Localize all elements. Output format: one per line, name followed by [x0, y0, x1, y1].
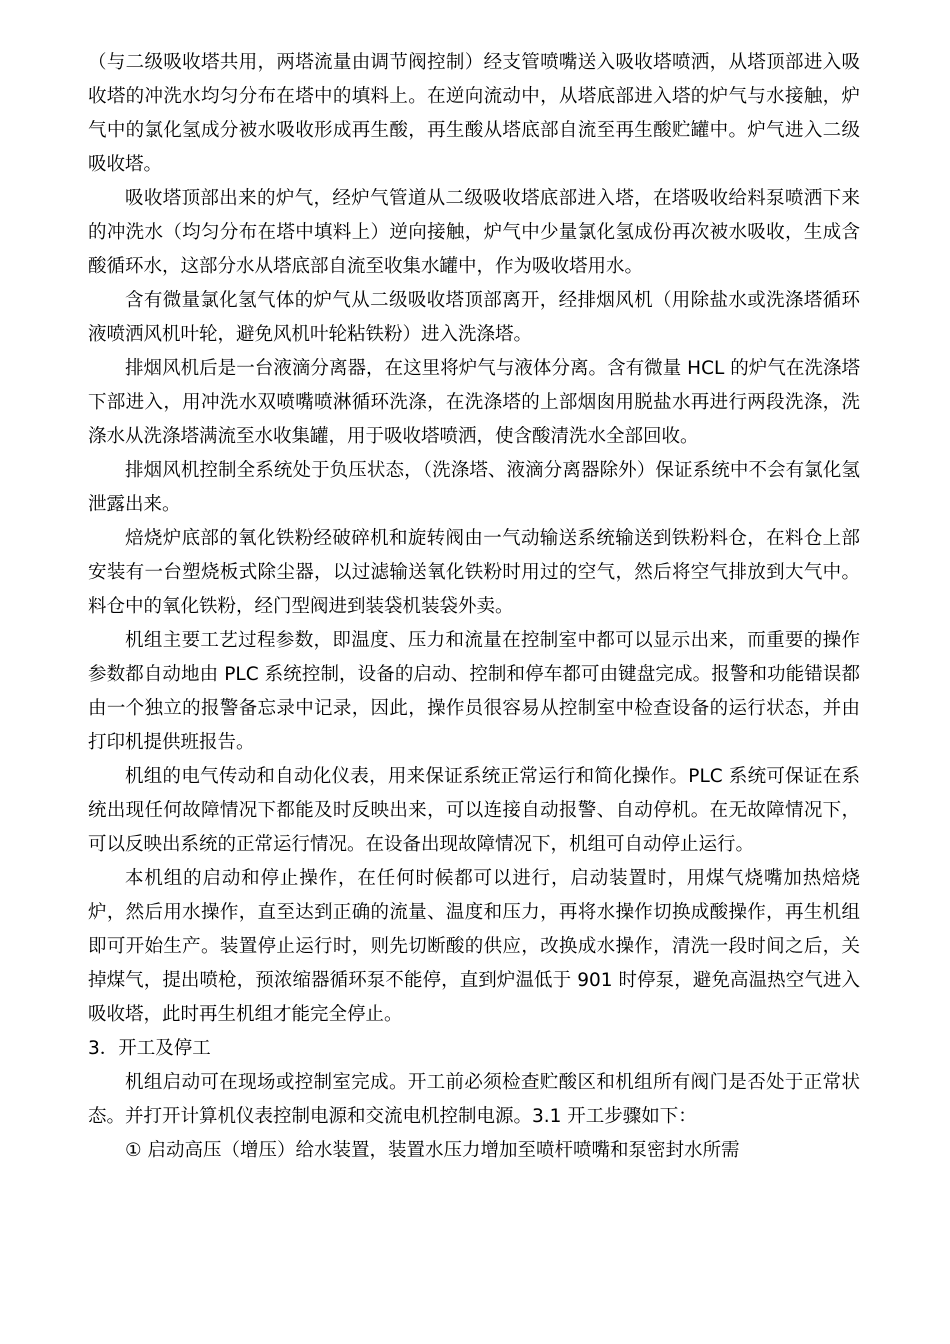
paragraph-droplet-separator: 排烟风机后是一台液滴分离器，在这里将炉气与液体分离。含有微量 HCL 的炉气在洗涤塔下部进入，用冲洗水双喷嘴喷淋循环洗涤，在洗涤塔的上部烟囱用脱盐水再进行两段洗涤，洗涤水从洗涤塔满流至水收集罐，用于吸收塔喷洒，使含酸清洗水全部回收。 [88, 358, 860, 447]
paragraph-absorber-spray: （与二级吸收塔共用，两塔流量由调节阀控制）经支管喷嘴送入吸收塔喷洒，从塔顶部进入吸收塔的冲洗水均匀分布在塔中的填料上。在逆向流动中，从塔底部进入塔的炉气与水接触，炉气中的氯化氢成分被水吸收形成再生酸，再生酸从塔底部自流至再生酸贮罐中。炉气进入二级吸收塔。 [88, 52, 860, 175]
paragraph-second-absorber: 吸收塔顶部出来的炉气，经炉气管道从二级吸收塔底部进入塔，在塔吸收给料泵喷洒下来的冲洗水（均匀分布在塔中填料上）逆向接触，炉气中少量氯化氢成份再次被水吸收，生成含酸循环水，这部分水从塔底部自流至收集水罐中，作为吸收塔用水。 [88, 188, 860, 277]
paragraph-electrical-automation: 机组的电气传动和自动化仪表，用来保证系统正常运行和简化操作。PLC 系统可保证在系统出现任何故障情况下都能及时反映出来，可以连接自动报警、自动停机。在无故障情况下，可以反映出系统的正常运行情况。在设备出现故障情况下，机组可自动停止运行。 [88, 766, 860, 855]
paragraph-startup-check: 机组启动可在现场或控制室完成。开工前必须检查贮酸区和机组所有阀门是否处于正常状态。并打开计算机仪表控制电源和交流电机控制电源。3.1 开工步骤如下： [88, 1072, 860, 1127]
paragraph-step-one: ① 启动高压（增压）给水装置，装置水压力增加至喷杆喷嘴和泵密封水所需 [125, 1140, 740, 1161]
paragraph-process-parameters: 机组主要工艺过程参数，即温度、压力和流量在控制室中都可以显示出来，而重要的操作参数都自动地由 PLC 系统控制，设备的启动、控制和停车都可由键盘完成。报警和功能错误都由一个独立的报警备忘录中记录，因此，操作员很容易从控制室中检查设备的运行状态，并由打印机提供班报告。 [88, 630, 860, 753]
paragraph-iron-oxide: 焙烧炉底部的氧化铁粉经破碎机和旋转阀由一气动输送系统输送到铁粉料仓，在料仓上部安装有一台塑烧板式除尘器，以过滤输送氧化铁粉时用过的空气，然后将空气排放到大气中。料仓中的氧化铁粉，经门型阀进到装袋机装袋外卖。 [88, 528, 860, 617]
section-heading: 3．开工及停工 [88, 1038, 211, 1059]
paragraph-exhaust-fan: 含有微量氯化氢气体的炉气从二级吸收塔顶部离开，经排烟风机（用除盐水或洗涤塔循环液喷洒风机叶轮，避免风机叶轮粘铁粉）进入洗涤塔。 [88, 290, 860, 345]
paragraph-negative-pressure: 排烟风机控制全系统处于负压状态，（洗涤塔、液滴分离器除外）保证系统中不会有氯化氢泄露出来。 [88, 460, 860, 515]
paragraph-start-stop: 本机组的启动和停止操作，在任何时候都可以进行，启动装置时，用煤气烧嘴加热焙烧炉，然后用水操作，直至达到正确的流量、温度和压力，再将水操作切换成酸操作，再生机组即可开始生产。装置停止运行时，则先切断酸的供应，改换成水操作，清洗一段时间之后，关掉煤气，提出喷枪，预浓缩器循环泵不能停，直到炉温低于 901 时停泵，避免高温热空气进入吸收塔，此时再生机组才能完全停止。 [88, 868, 860, 1025]
document-page [88, 46, 860, 1168]
